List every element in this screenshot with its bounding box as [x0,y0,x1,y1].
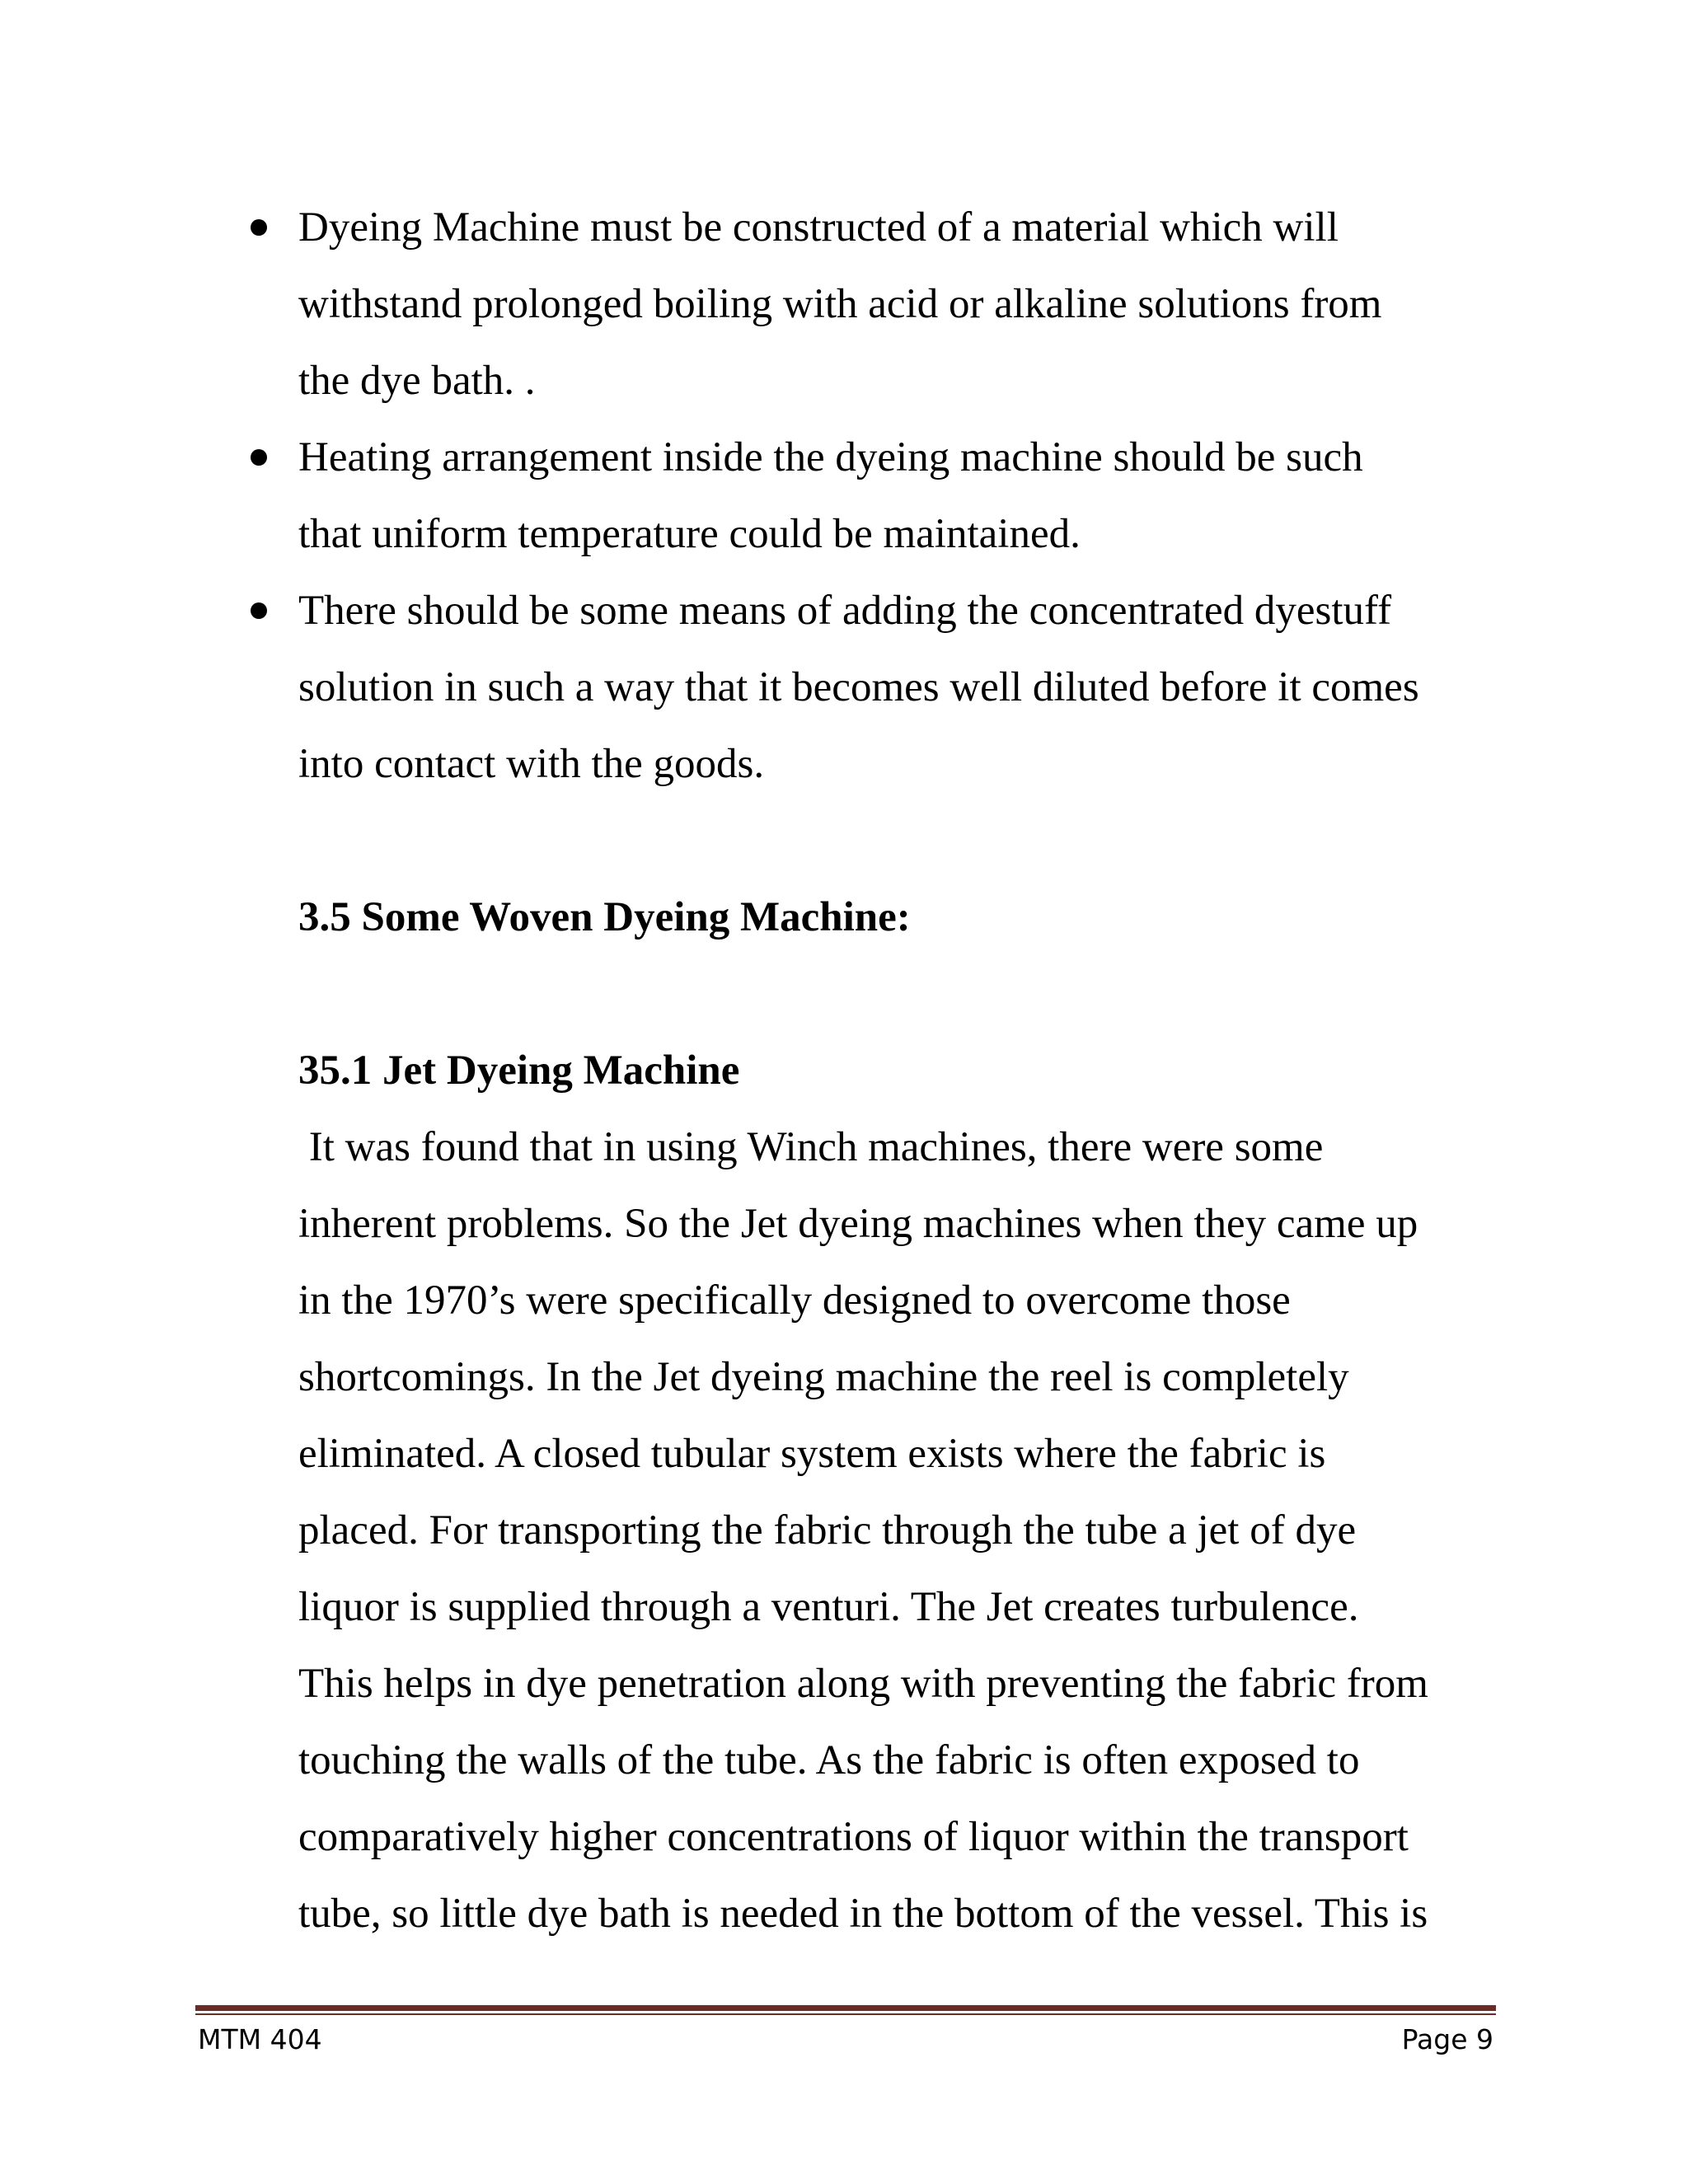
paragraph-line: comparatively higher concentrations of liquor within the transport [298,1814,1409,1860]
subsection-heading: 35.1 Jet Dyeing Machine [298,1047,740,1094]
paragraph-line: This helps in dye penetration along with preventing the fabric from [298,1661,1428,1707]
page-body [298,190,1502,1952]
paragraph-line: in the 1970’s were specifically designed to overcome those [298,1277,1291,1324]
paragraph-line: It was found that in using Winch machines, there were some [298,1124,1324,1170]
paragraph-line: placed. For transporting the fabric through the tube a jet of dye [298,1507,1357,1554]
bullet-line: There should be some means of adding the concentrated dyestuff [298,588,1392,634]
footer-course-code: MTM 404 [198,2023,322,2055]
paragraph-line: touching the walls of the tube. As the fabric is often exposed to [298,1737,1360,1783]
section-heading: 3.5 Some Woven Dyeing Machine: [298,894,911,940]
footer-rule-thin [195,2013,1496,2015]
footer-page-number: Page 9 [1401,2023,1493,2055]
bullet-line: the dye bath. . [298,358,536,404]
bullet-line: withstand prolonged boiling with acid or alkaline solutions from [298,281,1382,327]
paragraph-line: eliminated. A closed tubular system exists where the fabric is [298,1431,1326,1477]
paragraph-line: shortcomings. In the Jet dyeing machine the reel is completely [298,1354,1349,1400]
paragraph-line: liquor is supplied through a venturi. The Jet creates turbulence. [298,1584,1359,1630]
bullet-item [298,419,1502,573]
footer-divider [195,2005,1496,2015]
paragraph-line: tube, so little dye bath is needed in the bottom of the vessel. This is [298,1891,1428,1937]
bullet-icon [251,449,267,466]
bullet-icon [251,219,267,236]
bullet-list [298,190,1502,803]
bullet-line: solution in such a way that it becomes well diluted before it comes [298,664,1419,710]
body-paragraph [298,1109,1502,1952]
bullet-line: that uniform temperature could be maintained. [298,511,1081,557]
footer-rule-thick [195,2005,1496,2011]
bullet-line: Dyeing Machine must be constructed of a material which will [298,204,1339,251]
bullet-item [298,573,1502,803]
paragraph-line: inherent problems. So the Jet dyeing machines when they came up [298,1201,1418,1247]
bullet-icon [251,602,267,619]
bullet-item [298,190,1502,419]
bullet-line: Heating arrangement inside the dyeing machine should be such [298,434,1363,480]
bullet-line: into contact with the goods. [298,741,765,787]
